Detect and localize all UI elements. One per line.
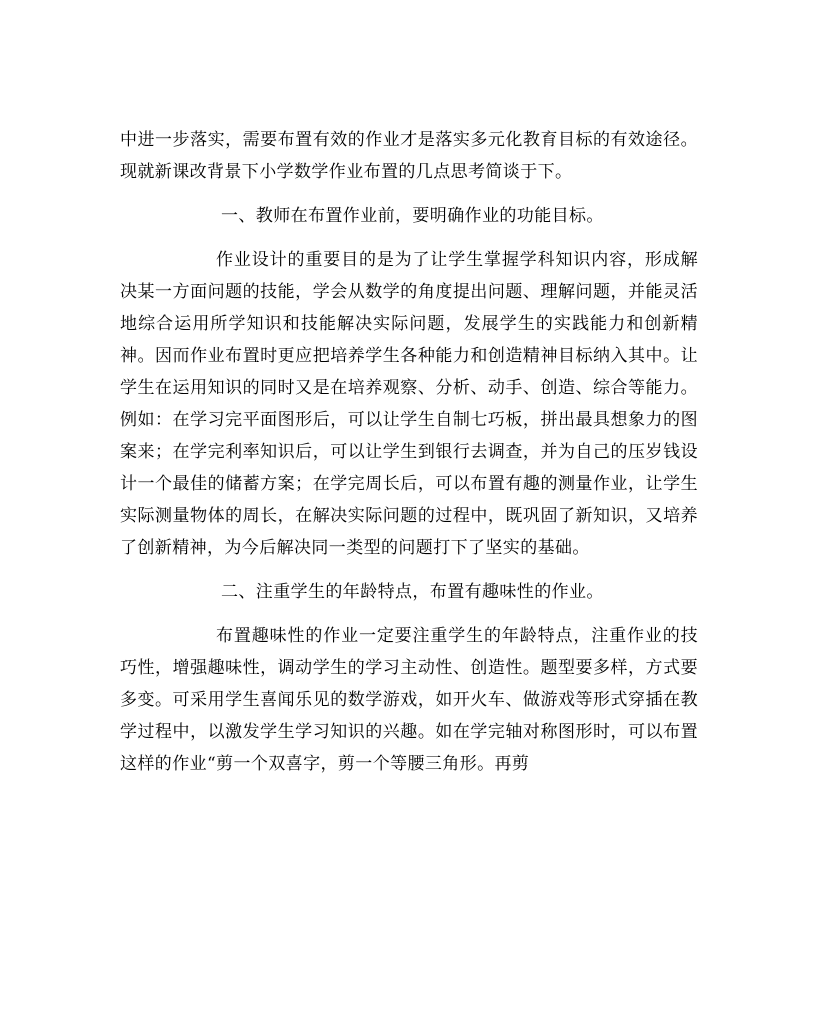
section-heading-2: 二、注重学生的年龄特点，布置有趣味性的作业。 (221, 582, 604, 602)
paragraph-intro-continuation: 中进一步落实，需要布置有效的作业才是落实多元化教育目标的有效途径。现就新课改背景下小学数学作业布置的几点思考简谈于下。 (120, 130, 698, 182)
document-body (120, 124, 698, 792)
paragraph-section-1-body: 作业设计的重要目的是为了让学生掌握学科知识内容，形成解决某一方面问题的技能，学会从数学的角度提出问题、理解问题，并能灵活地综合运用所学知识和技能解决实际问题，发展学生的实践能力和创新精神。因而作业布置时更应把培养学生各种能力和创造精神目标纳入其中。让学生在运用知识的同时又是在培养观察、分析、动手、创造、综合等能力。例如：在学习完平面图形后，可以让学生自制七巧板，拼出最具想象力的图案来；在学完利率知识后，可以让学生到银行去调查，并为自己的压岁钱设计一个最佳的储蓄方案；在学完周长后，可以布置有趣的测量作业，让学生实际测量物体的周长，在解决实际问题的过程中，既巩固了新知识，又培养了创新精神，为今后解决同一类型的问题打下了坚实的基础。 (120, 250, 698, 558)
paragraph-section-2-body: 布置趣味性的作业一定要注重学生的年龄特点，注重作业的技巧性，增强趣味性，调动学生的学习主动性、创造性。题型要多样，方式要多变。可采用学生喜闻乐见的数学游戏，如开火车、做游戏等形式穿插在教学过程中，以激发学生学习知识的兴趣。如在学完轴对称图形时，可以布置这样的作业“剪一个双喜字，剪一个等腰三角形。再剪 (120, 626, 698, 774)
section-heading-1: 一、教师在布置作业前，要明确作业的功能目标。 (221, 206, 604, 226)
